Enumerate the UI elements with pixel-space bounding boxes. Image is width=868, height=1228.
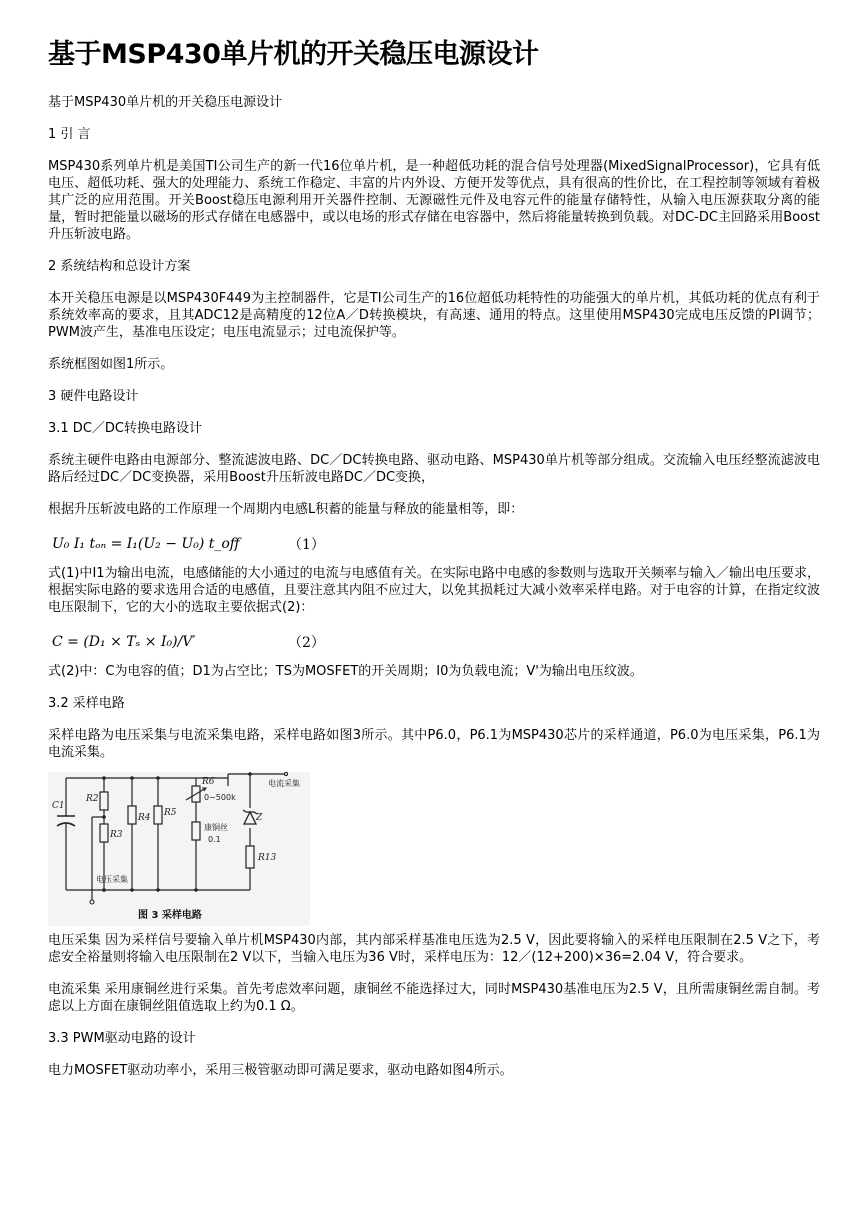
label-r13: R13	[258, 853, 277, 863]
resistor-r5	[154, 806, 162, 824]
resistor-shunt	[192, 822, 200, 840]
paragraph-design: 本开关稳压电源是以MSP430F449为主控制器件，它是TI公司生产的16位超低功耗特性的功能强大的单片机，其低功耗的优点有利于系统效率高的要求，且其ADC12是高精度的12位A／D转换模块，有高速、通用的特点。这里使用MSP430完成电压反馈的PI调节；PWM波产生，基准电压设定；电压电流显示；过电流保护等。	[48, 291, 820, 340]
paragraph-dcdc-1: 系统主硬件电路由电源部分、整流滤波电路、DC／DC转换电路、驱动电路、MSP430单片机等部分组成。交流输入电压经整流滤波电路后经过DC／DC变换器，采用Boost升压斩波电路DC／DC变换，	[48, 453, 820, 485]
section-heading-hardware: 3 硬件电路设计	[48, 389, 139, 404]
document-page	[48, 36, 820, 1094]
formula-2-number: （2）	[288, 635, 325, 651]
terminal-voltage-sample	[90, 900, 94, 904]
label-voltage-sample: 电压采集	[96, 875, 128, 884]
resistor-r13	[246, 846, 254, 868]
label-r4: R4	[138, 813, 151, 823]
label-current-sample: 电流采集	[268, 779, 300, 788]
paragraph-dcdc-2: 根据升压斩波电路的工作原理一个周期内电感L积蓄的能量与释放的能量相等，即：	[48, 502, 524, 517]
formula-2-expression: C = (D₁ × Tₛ × I₀)/V′	[52, 634, 196, 650]
formula-1-expression: U₀ I₁ tₒₙ = I₁(U₂ − U₀) t_off	[52, 536, 240, 552]
label-shunt: 康铜丝	[204, 823, 228, 832]
figure-sampling-circuit	[48, 772, 310, 926]
resistor-r2	[100, 792, 108, 810]
paragraph-sampling: 采样电路为电压采集与电流采集电路，采样电路如图3所示。其中P6.0，P6.1为MSP430芯片的采样通道，P6.0为电压采集，P6.1为电流采集。	[48, 728, 820, 760]
label-r5: R5	[164, 808, 177, 818]
label-r6-range: 0~500k	[204, 793, 236, 802]
terminal-current-sample	[284, 772, 287, 775]
label-r3: R3	[110, 830, 123, 840]
formula-1	[48, 529, 820, 559]
formula-1-number: （1）	[288, 537, 325, 553]
paragraph-pwm: 电力MOSFET驱动功率小，采用三极管驱动即可满足要求，驱动电路如图4所示。	[48, 1063, 513, 1078]
paragraph-intro: MSP430系列单片机是美国TI公司生产的新一代16位单片机，是一种超低功耗的混合信号处理器(MixedSignalProcessor)，它具有低电压、超低功耗、强大的处理能力、系统工作稳定、丰富的片内外设、方便开发等优点，具有很高的性价比，在工程控制等领域有着极其广泛的应用范围。开关Boost稳压电源利用开关器件控制、无源磁性元件及电容元件的能量存储特性，从输入电压源获取分离的能量，暂时把能量以磁场的形式存储在电感器中，或以电场的形式存储在电容器中，然后将能量转换到负载。对DC-DC主回路采用Boost升压斩波电路。	[48, 159, 820, 242]
resistor-r4	[128, 806, 136, 824]
label-shunt-value: 0.1	[208, 835, 221, 844]
paragraph-block-diagram: 系统框图如图1所示。	[48, 357, 174, 372]
label-c1: C1	[52, 801, 65, 811]
sampling-circuit-diagram	[48, 772, 310, 926]
label-zener: Z	[256, 813, 263, 823]
formula-2	[48, 627, 820, 657]
document-subtitle: 基于MSP430单片机的开关稳压电源设计	[48, 95, 283, 110]
page-title: 基于MSP430单片机的开关稳压电源设计	[48, 39, 539, 70]
paragraph-voltage-sampling: 电压采集 因为采样信号要输入单片机MSP430内部，其内部采样基准电压选为2.5 V，因此要将输入的采样电压限制在2.5 V之下，考虑安全裕量则将输入电压限制在2 V以下，当输入电压为36 V时，采样电压为：12／(12+200)×36=2.04 V，符合要求。	[48, 933, 820, 965]
section-heading-dcdc: 3.1 DC／DC转换电路设计	[48, 421, 202, 436]
section-heading-sampling: 3.2 采样电路	[48, 696, 125, 711]
paragraph-current-sampling: 电流采集 采用康铜丝进行采集。首先考虑效率问题，康铜丝不能选择过大，同时MSP430基准电压为2.5 V，且所需康铜丝需自制。考虑以上方面在康铜丝阻值选取上约为0.1 Ω。	[48, 982, 820, 1014]
label-r2: R2	[86, 794, 99, 804]
paragraph-dcdc-3: 式(1)中I1为输出电流，电感储能的大小通过的电流与电感值有关。在实际电路中电感的参数则与选取开关频率与输入／输出电压要求，根据实际电路的要求选用合适的电感值，且要注意其内阻不应过大，以免其损耗过大减小效率采样电路。对于电容的计算，在指定纹波电压限制下，它的大小的选取主要依据式(2)：	[48, 566, 820, 615]
section-heading-design: 2 系统结构和总设计方案	[48, 259, 191, 274]
section-heading-intro: 1 引 言	[48, 127, 91, 142]
paragraph-dcdc-4: 式(2)中：C为电容的值；D1为占空比；TS为MOSFET的开关周期；I0为负载电流；V'为输出电压纹波。	[48, 664, 643, 679]
figure-caption: 图 3 采样电路	[138, 910, 202, 921]
section-heading-pwm: 3.3 PWM驱动电路的设计	[48, 1031, 196, 1046]
resistor-r3	[100, 824, 108, 842]
label-r6: R6	[202, 777, 215, 787]
